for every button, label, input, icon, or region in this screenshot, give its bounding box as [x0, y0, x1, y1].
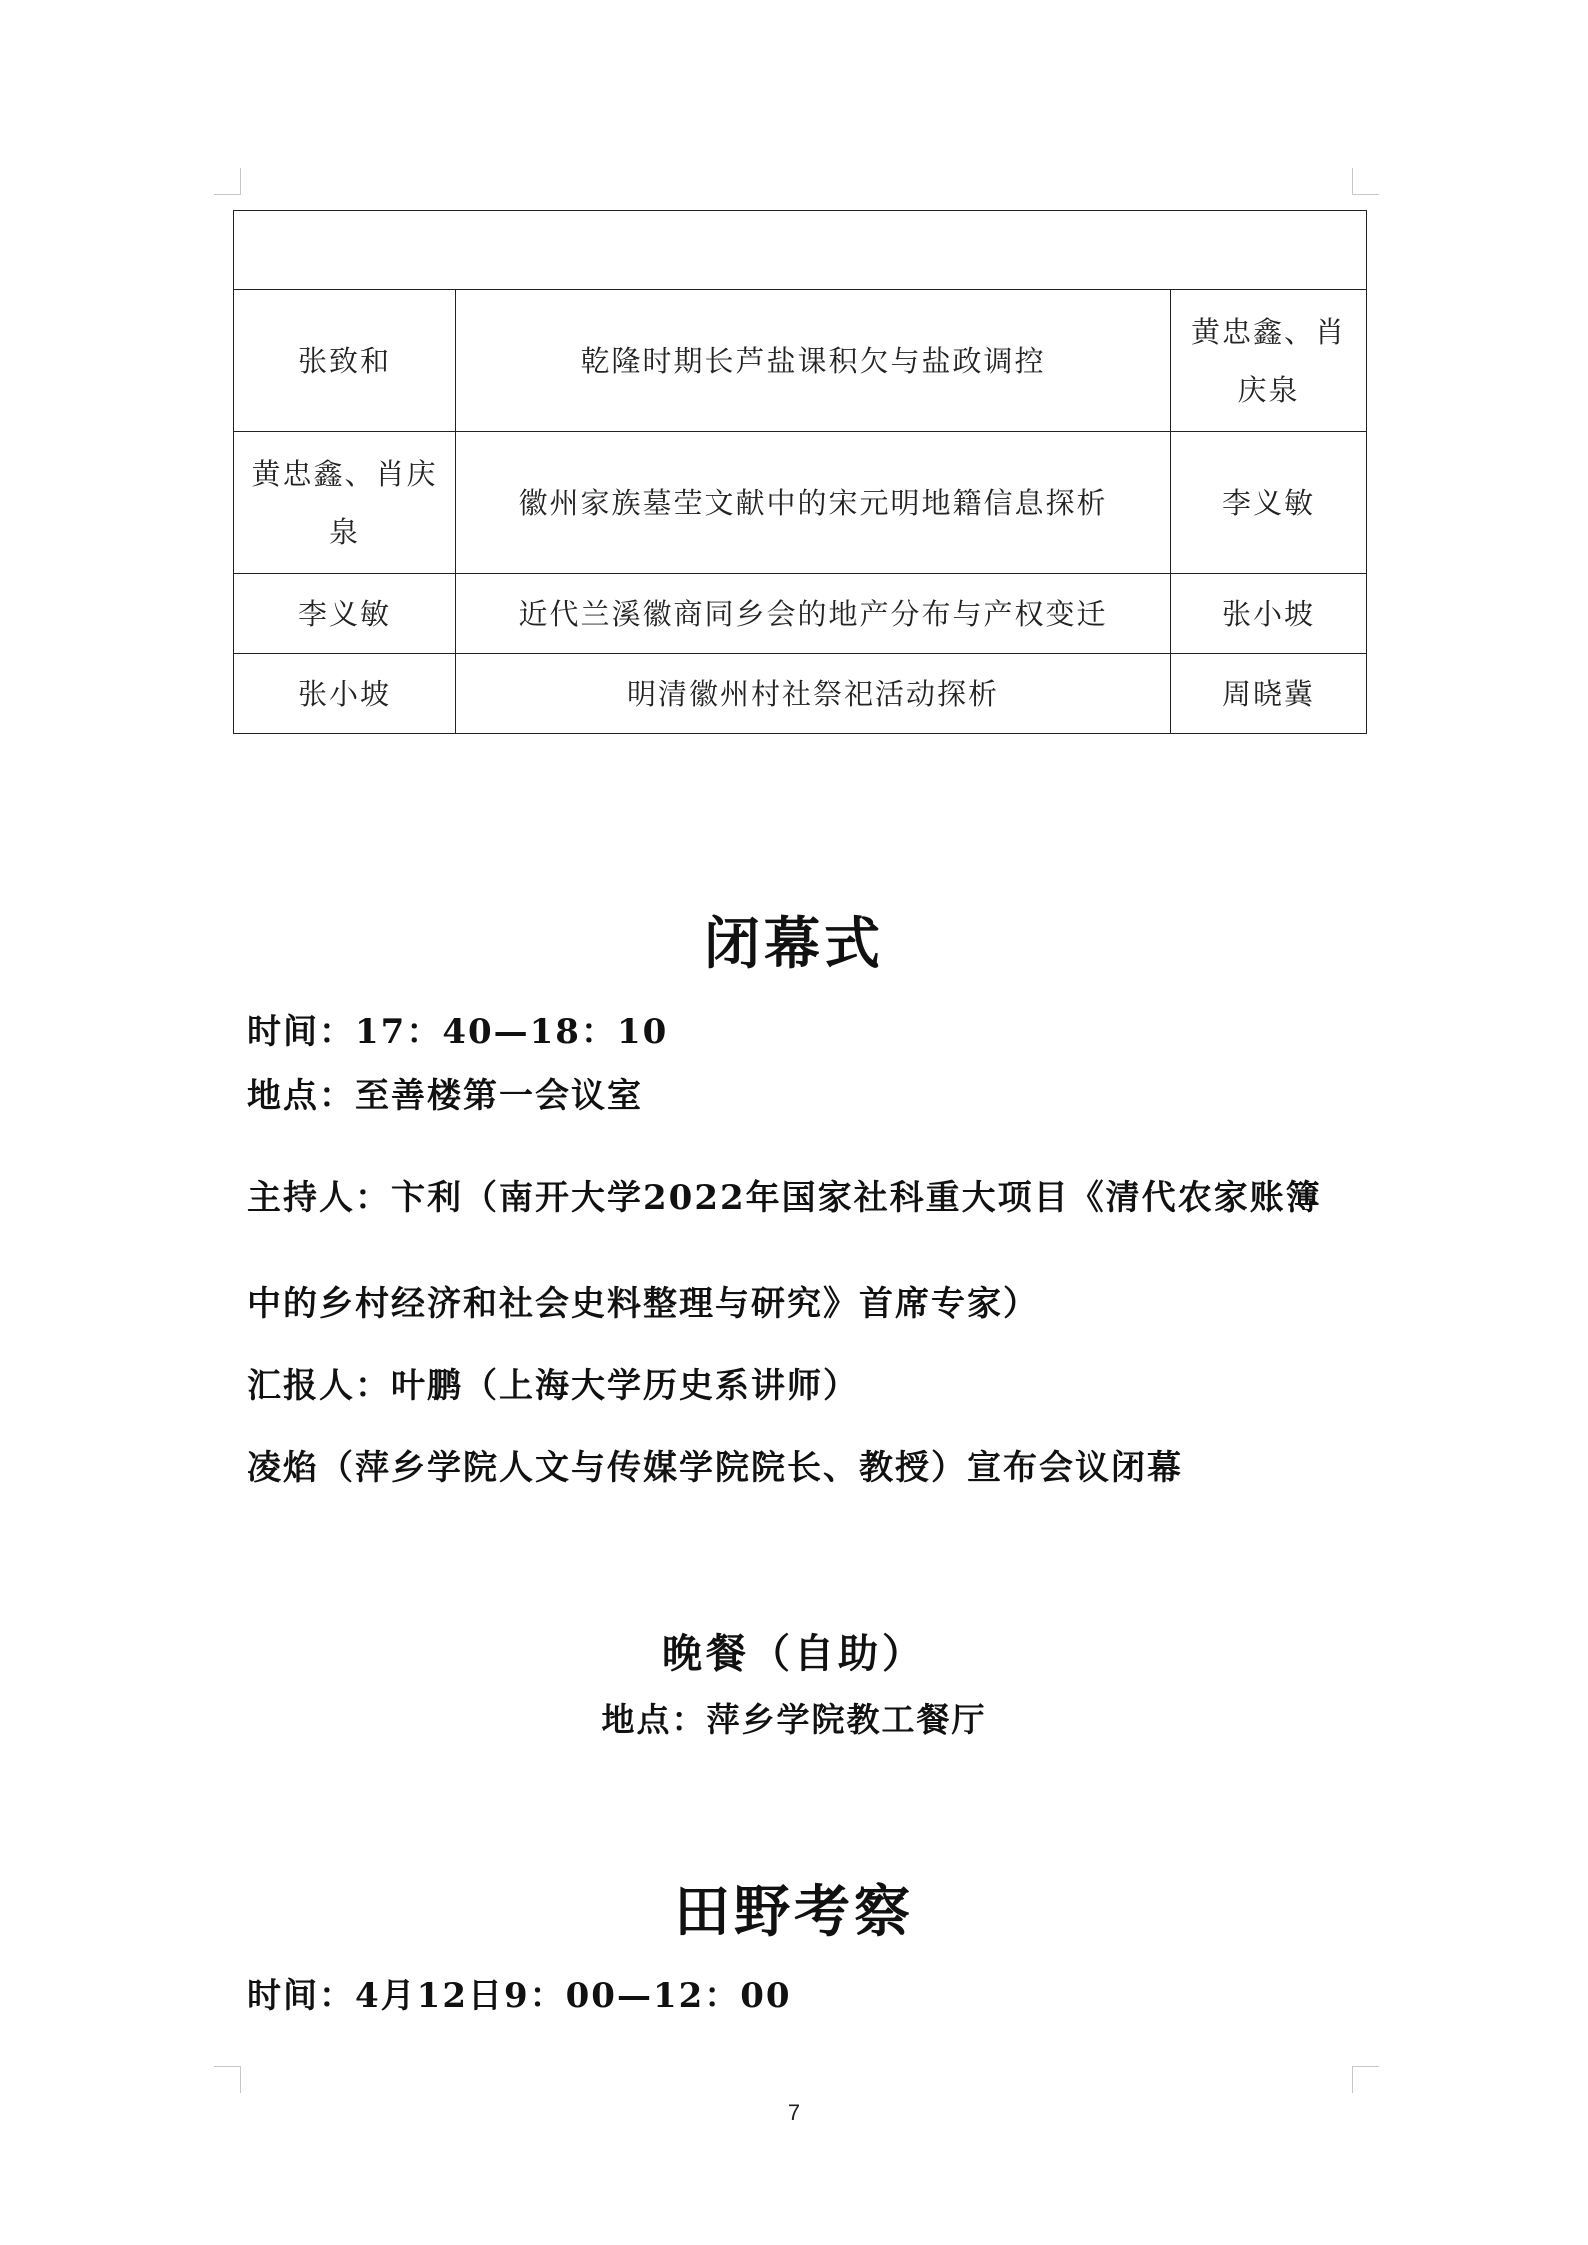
table-row: [234, 654, 1367, 734]
reporter-cell: 黄忠鑫、肖庆泉: [234, 432, 456, 574]
title-cell: 乾隆时期长芦盐课积欠与盐政调控: [456, 290, 1171, 432]
closing-location: 地点：至善楼第一会议室: [247, 1076, 643, 1116]
closing-host-line-1: 主持人：卞利（南开大学2022年国家社科重大项目《清代农家账簿: [247, 1178, 1322, 1218]
reporter-cell: 李义敏: [234, 574, 456, 654]
table-row: [234, 432, 1367, 574]
page-number: 7: [787, 2100, 801, 2125]
title-cell: 明清徽州村社祭祀活动探析: [456, 654, 1171, 734]
dinner-title: 晚餐（自助）: [662, 1630, 926, 1677]
table-row: [234, 290, 1367, 432]
crop-mark-bottom-right: [1352, 2066, 1379, 2093]
dinner-location: 地点：萍乡学院教工餐厅: [601, 1700, 987, 1739]
closing-announcement: 凌焰（萍乡学院人文与传媒学院院长、教授）宣布会议闭幕: [247, 1448, 1183, 1488]
commentator-cell: 张小坡: [1171, 574, 1367, 654]
table-row-empty: [234, 211, 1367, 290]
table-row: [234, 574, 1367, 654]
crop-mark-top-right: [1352, 168, 1379, 195]
field-trip-time: 时间：4月12日9：00—12：00: [247, 1976, 792, 2016]
table-cell-empty: [234, 211, 1367, 290]
closing-time: 时间：17：40—18：10: [247, 1012, 669, 1052]
schedule-table: [233, 210, 1367, 734]
field-trip-title: 田野考察: [674, 1879, 914, 1945]
title-cell: 近代兰溪徽商同乡会的地产分布与产权变迁: [456, 574, 1171, 654]
commentator-cell: 周晓冀: [1171, 654, 1367, 734]
commentator-cell: 黄忠鑫、肖庆泉: [1171, 290, 1367, 432]
reporter-cell: 张致和: [234, 290, 456, 432]
title-cell: 徽州家族墓茔文献中的宋元明地籍信息探析: [456, 432, 1171, 574]
crop-mark-bottom-left: [214, 2066, 241, 2093]
closing-ceremony-title: 闭幕式: [704, 911, 884, 977]
crop-mark-top-left: [214, 168, 241, 195]
closing-host-line-2: 中的乡村经济和社会史料整理与研究》首席专家）: [247, 1284, 1039, 1324]
commentator-cell: 李义敏: [1171, 432, 1367, 574]
closing-reporter: 汇报人：叶鹏（上海大学历史系讲师）: [247, 1366, 859, 1406]
reporter-cell: 张小坡: [234, 654, 456, 734]
